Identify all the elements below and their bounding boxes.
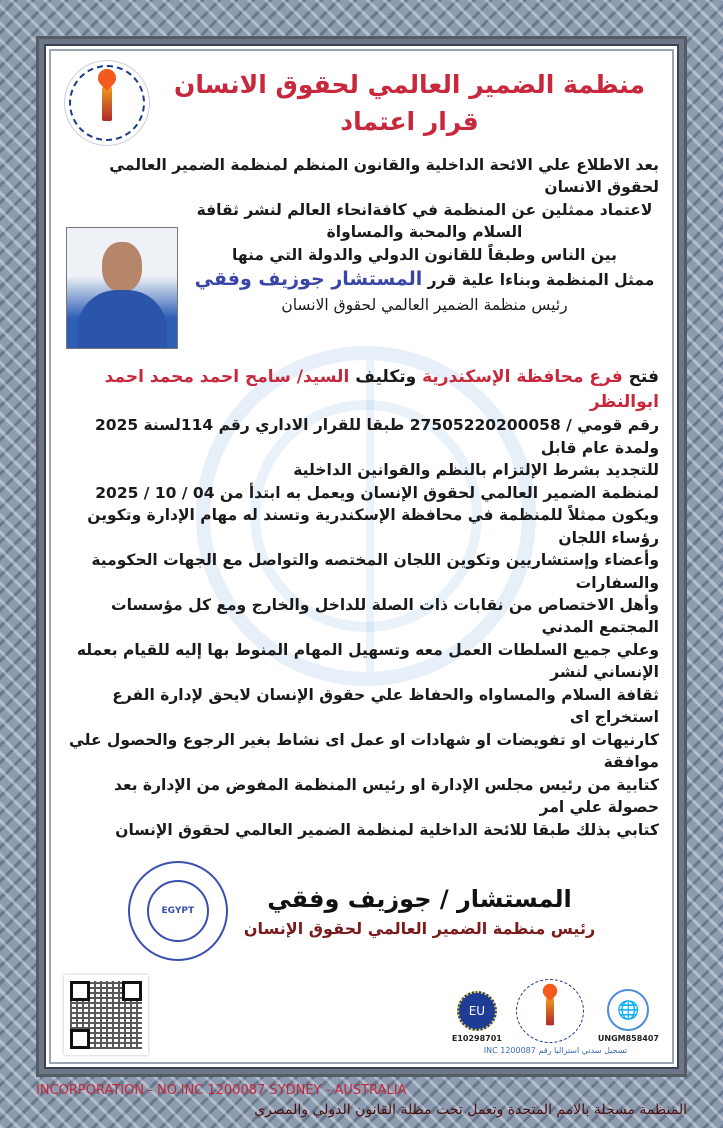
footer	[64, 975, 659, 1055]
member-photo	[66, 227, 178, 349]
body-line: للتجديد بشرط الإلتزام بالنظم والقوانين الداخلية	[293, 461, 659, 480]
stamp-text: EGYPT	[147, 880, 209, 942]
body-line: رقم قومي / 27505220200058 طبقا للقرار الاداري رقم 114لسنة 2025 ولمدة عام قابل	[95, 416, 659, 457]
certificate-border	[36, 36, 687, 1077]
branch-name: فرع محافظة الإسكندرية	[422, 366, 623, 387]
issuer-role: رئيس منظمة الضمير العالمي لحقوق الانسان	[281, 295, 568, 314]
appointee-name: السيد/ سامح احمد محمد احمد ابوالنظر	[104, 366, 659, 412]
registration-number: INC 1200087	[483, 1046, 536, 1056]
registration-label: تسجيل سدني استراليا رقم	[538, 1046, 628, 1056]
body-line: كارنيهات او تفويضات او شهادات او عمل اى نشاط بغير الرجوع والحصول علي موافقة	[68, 730, 659, 772]
signatory-name: المستشار / جوزيف وفقي	[267, 885, 572, 914]
appointment-word: فتح	[628, 366, 659, 387]
certificate-page	[44, 44, 679, 1069]
body-line: وأهل الاختصاص من نقابات ذات الصلة للداخل والخارج ومع كل مؤسسات المجتمع المدني	[111, 595, 659, 637]
intro-line: بين الناس وطبقاً للقانون الدولي والدولة التي منها	[232, 245, 617, 264]
appointment-word: وتكليف	[355, 366, 417, 387]
body-line: ويكون ممثلاً للمنظمة في محافظة الإسكندرية وتسند له مهام الإدارة وتكوين رؤساء اللجان	[87, 506, 659, 547]
body-line: ثقافة السلام والمساواه والحفاظ علي حقوق الإنسان لايحق لإدارة الفرع استخراج اى	[112, 685, 659, 727]
intro-line: بعد الاطلاع علي الائحة الداخلية والقانون المنظم لمنظمة الضمير العالمي لحقوق الانسان	[109, 156, 659, 197]
decision-prefix: ممثل المنظمة وبناءا علية قرر	[427, 271, 655, 290]
torch-icon	[102, 85, 112, 121]
incorporation-text: INCORPORATION - NO.INC 1200087 SYDNEY - AUSTRALIA	[36, 1083, 407, 1099]
org-title: منظمة الضمير العالمي لحقوق الانسان	[174, 69, 645, 99]
organization-logo-small	[516, 979, 584, 1043]
appointment-line	[64, 365, 659, 414]
signature-block	[64, 861, 659, 961]
signatory-role: رئيس منظمة الضمير العالمي لحقوق الإنسان	[243, 919, 596, 939]
body-line: وأعضاء وإستشاريين وتكوين اللجان المختصه والتواصل مع الجهات الحكومية والسفارات	[91, 551, 659, 592]
un-code: UNGM858407	[597, 1034, 659, 1044]
un-logo: 🌐	[607, 989, 649, 1031]
body-line: لمنظمة الضمير العالمي لحقوق الإنسان ويعمل به ابتدأ من 04 / 10 / 2025	[95, 483, 659, 502]
registration-line	[484, 1046, 627, 1055]
official-stamp	[128, 861, 228, 961]
intro-line: لاعتماد ممثلين عن المنظمة في كافةانحاء العالم لنشر ثقافة السلام والمحبة والمساواة	[196, 200, 653, 242]
qr-code[interactable]	[64, 975, 148, 1055]
doc-title: قرار اعتماد	[340, 107, 479, 136]
body-line: وعلي جميع السلطات العمل معه وتسهيل المهام المنوط بها إليه للقيام بعمله الإنساني لنشر	[76, 640, 659, 682]
body-line: كتابي بذلك طبقا للائحة الداخلية لمنظمة الضمير العالمي لحقوق الإنسان	[115, 820, 659, 839]
header	[64, 60, 659, 146]
eu-logo: EU	[457, 991, 497, 1031]
bottom-note: المنظمة مسجلة بالامم المتحدة وتعمل تحت مظلة القانون الدولي والمصري	[254, 1102, 687, 1119]
issuer-name: المستشار جوزيف وفقي	[194, 268, 423, 291]
organization-logo	[64, 60, 150, 146]
eu-code: E10298701	[451, 1034, 502, 1044]
intro-section	[64, 154, 659, 353]
body-line: كتابية من رئيس مجلس الإدارة او رئيس المنظمة المفوض من الإدارة بعد حصولة علي امر	[114, 775, 659, 817]
